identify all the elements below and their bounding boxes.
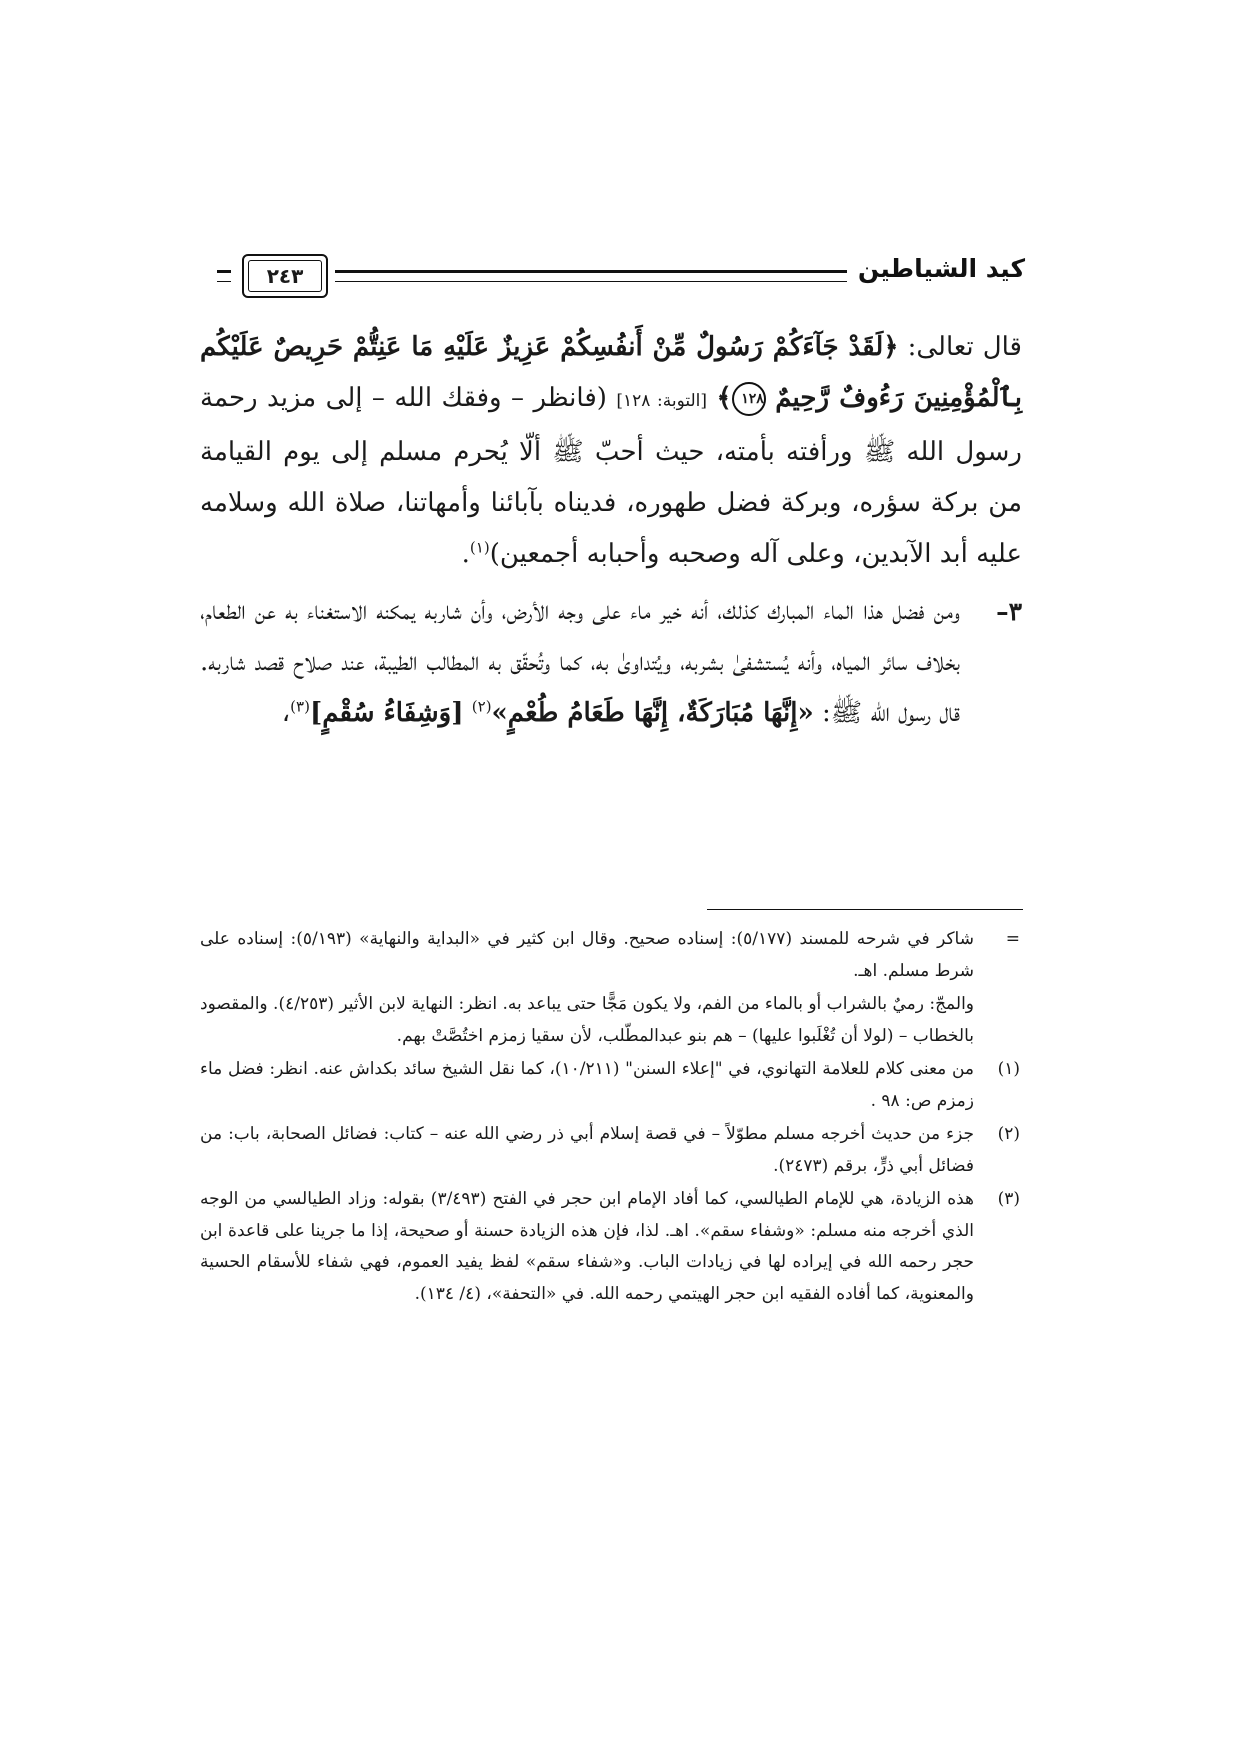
quran-verse: ﴿لَقَدْ جَآءَكُمْ رَسُولٌ مِّنْ أَنفُسِكُمْ عَزِيزٌ عَلَيْهِ مَا عَنِتُّمْ حَرِيصٌ عَلَيْكُم بِٱلْمُؤْمِنِينَ رَءُوفٌ رَّحِيمٌ	[200, 332, 1023, 413]
footnote-text: جزء من حديث أخرجه مسلم مطوّلاً – في قصة إسلام أبي ذر رضي الله عنه – كتاب: فضائل الصحابة، باب: من فضائل أبي ذرٍّ، برقم (٢٤٧٣).	[200, 1124, 974, 1176]
hadith-quote: «إِنَّهَا مُبَارَكَةٌ، إِنَّهَا طَعَامُ طُعْمٍ»	[491, 698, 814, 728]
list-item-3	[200, 586, 1022, 739]
footnote-3	[200, 1184, 1020, 1310]
paragraph-text: (فانظر – وفقك الله – إلى مزيد رحمة رسول الله ﷺ ورأفته بأمته، حيث أحبّ ﷺ ألّا يُحرم مسلم إلى يوم القيامة من بركة سؤره، وبركة فضل طهوره، فديناه بآبائنا وأمهاتنا، صلاة الله وسلامه عليه أبد الآبدين، وعلى آله وصحبه وأحبابه أجمعين)	[200, 383, 1022, 569]
paragraph-end: .	[461, 539, 470, 569]
footnote-number: (٣)	[997, 1189, 1020, 1209]
list-item-end: ،	[281, 698, 291, 728]
footnote-number: (٢)	[997, 1124, 1020, 1144]
page-number: ٢٤٣	[266, 264, 304, 288]
page-number-badge	[242, 254, 328, 298]
surah-reference: [التوبة: ١٢٨]	[616, 391, 708, 411]
footnote-text: هذه الزيادة، هي للإمام الطيالسي، كما أفاد الإمام ابن حجر في الفتح (٣/٤٩٣) بقوله: وزاد الطيالسي من الوجه الذي أخرجه منه مسلم: «وشفاء سقم». اهـ. لذا، فإن هذه الزيادة حسنة أو صحيحة، إذا ما جرينا على قاعدة ابن حجر رحمه الله في إيراده لها في زيادات الباب. و«شفاء سقم» لفظ يفيد العموم، فهي شفاء للأسقام الحسية والمعنوية، كما أفاده الفقيه ابن حجر الهيتمي رحمه الله. في «التحفة»، (٤/ ١٣٤).	[200, 1189, 975, 1304]
list-item-text: ومن فضل هذا الماء المبارك كذلك، أنه خير ماء على وجه الأرض، وأن شاربه يمكنه الاستغناء به عن الطعام، بخلاف سائر المياه، وأنه يُستشفىٰ بشربه، ويُتداوىٰ به، كما وتُحقّق به المطالب الطيبة، عند صلاح قصد شاربه. قال رسول الله ﷺ:	[200, 596, 960, 728]
footnote-continuation	[200, 924, 1020, 987]
footnote-2	[200, 1119, 1020, 1182]
footnote-ref-3: (٣)	[290, 697, 310, 716]
footnote-text: من معنى كلام للعلامة التهانوي، في "إعلاء السنن" (١٠/٢١١)، كما نقل الشيخ سائد بكداش عنه. انظر: فضل ماء زمزم ص: ٩٨ .	[200, 1059, 974, 1111]
continuation-mark: =	[1005, 929, 1020, 949]
list-item-number: ٣–	[996, 597, 1022, 626]
footnotes	[200, 924, 1020, 1312]
footnote-ref-2: (٢)	[471, 697, 492, 716]
footnote-1	[200, 1054, 1020, 1117]
verse-intro: قال تعالى:	[898, 332, 1022, 362]
header-rule	[335, 270, 847, 282]
page-header	[217, 244, 1025, 304]
footnote-ref-1: (١)	[469, 538, 490, 557]
verse-close: ﴾	[716, 383, 732, 413]
hadith-addition: [وَشِفَاءُ سُقْمٍ]	[309, 698, 464, 728]
book-title: كيد الشياطين	[857, 254, 1025, 283]
footnote-number: (١)	[997, 1059, 1020, 1079]
verse-number-marker: ١٢٨	[732, 382, 766, 416]
main-text	[200, 322, 1022, 739]
footnote-separator	[707, 909, 1023, 910]
footnote-continuation-text: شاكر في شرحه للمسند (٥/١٧٧): إسناده صحيح. وقال ابن كثير في «البداية والنهاية» (٥/١٩٣): إسناده على شرط مسلم. اهـ.	[200, 929, 974, 981]
header-rule-left	[217, 270, 231, 282]
footnote-continuation-2	[200, 989, 1020, 1052]
footnote-continuation-text-2: والمجّ: رميٌ بالشراب أو بالماء من الفم، ولا يكون مَجًّا حتى يباعد به. انظر: النهاية لابن الأثير (٤/٢٥٣). والمقصود بالخطاب – (لولا أن تُغْلَبوا عليها) – هم بنو عبدالمطّلب، لأن سقيا زمزم اختُصَّتْ بهم.	[200, 994, 974, 1046]
paragraph-verse	[200, 322, 1022, 580]
